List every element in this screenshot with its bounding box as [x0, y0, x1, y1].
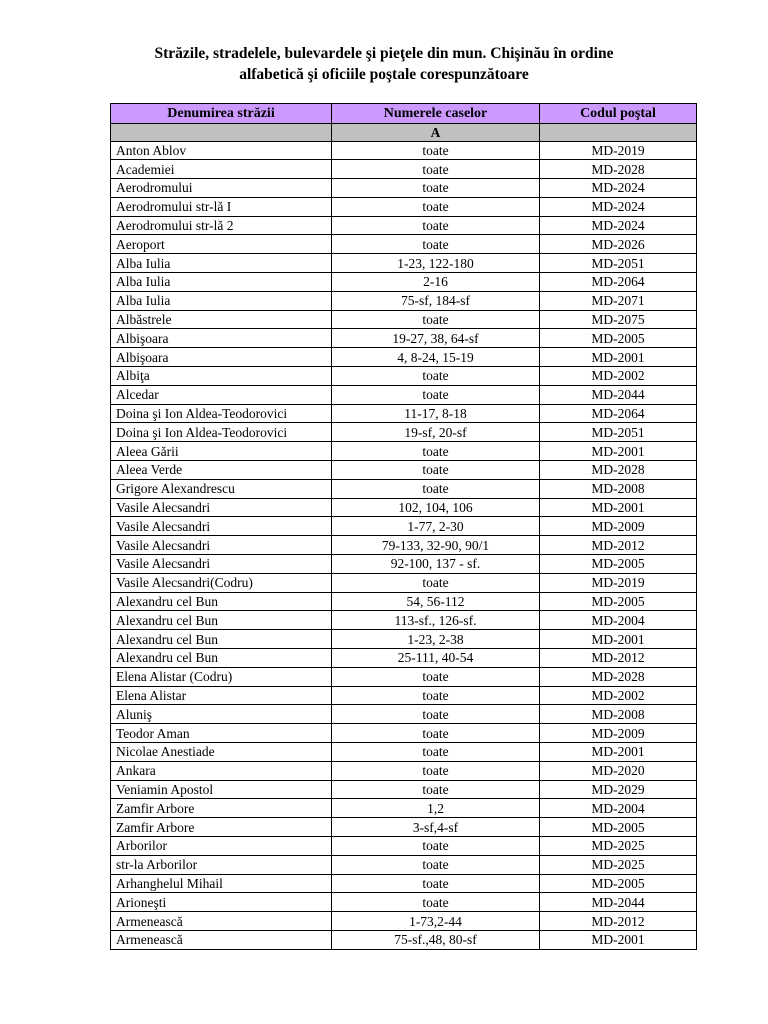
house-numbers-cell: toate — [332, 461, 540, 480]
street-name-cell: Aeroport — [111, 235, 332, 254]
house-numbers-cell: toate — [332, 385, 540, 404]
street-name-cell: Arioneşti — [111, 893, 332, 912]
postal-code-cell: MD-2004 — [540, 611, 697, 630]
street-name-cell: Aerodromului str-lă I — [111, 197, 332, 216]
house-numbers-cell: toate — [332, 874, 540, 893]
postal-code-cell: MD-2071 — [540, 291, 697, 310]
house-numbers-cell: toate — [332, 686, 540, 705]
table-row — [111, 385, 697, 404]
postal-code-cell: MD-2008 — [540, 479, 697, 498]
letter-heading: A — [332, 123, 540, 141]
table-row — [111, 479, 697, 498]
table-row — [111, 517, 697, 536]
title-line-1: Străzile, stradelele, bulevardele şi pieţele din mun. Chişinău în ordine — [154, 45, 614, 62]
table-row — [111, 291, 697, 310]
house-numbers-cell: toate — [332, 179, 540, 198]
street-name-cell: Alexandru cel Bun — [111, 611, 332, 630]
street-name-cell: Aleea Gării — [111, 442, 332, 461]
table-row — [111, 667, 697, 686]
street-name-cell: Elena Alistar (Codru) — [111, 667, 332, 686]
street-name-cell: Doina şi Ion Aldea-Teodorovici — [111, 423, 332, 442]
table-row — [111, 235, 697, 254]
street-name-cell: Elena Alistar — [111, 686, 332, 705]
header-street-name: Denumirea străzii — [111, 104, 332, 124]
house-numbers-cell: 75-sf, 184-sf — [332, 291, 540, 310]
postal-code-cell: MD-2075 — [540, 310, 697, 329]
street-name-cell: Nicolae Anestiade — [111, 743, 332, 762]
postal-code-cell: MD-2002 — [540, 686, 697, 705]
house-numbers-cell: 54, 56-112 — [332, 592, 540, 611]
house-numbers-cell: toate — [332, 141, 540, 160]
postal-code-cell: MD-2024 — [540, 179, 697, 198]
table-row — [111, 254, 697, 273]
table-row — [111, 310, 697, 329]
street-name-cell: Arhanghelul Mihail — [111, 874, 332, 893]
postal-code-cell: MD-2001 — [540, 498, 697, 517]
postal-code-cell: MD-2029 — [540, 780, 697, 799]
street-name-cell: Aerodromului — [111, 179, 332, 198]
table-row — [111, 461, 697, 480]
street-name-cell: Alba Iulia — [111, 273, 332, 292]
postal-code-cell: MD-2004 — [540, 799, 697, 818]
street-name-cell: Ankara — [111, 761, 332, 780]
table-row — [111, 592, 697, 611]
postal-code-cell: MD-2009 — [540, 517, 697, 536]
street-name-cell: Vasile Alecsandri(Codru) — [111, 573, 332, 592]
street-name-cell: Veniamin Apostol — [111, 780, 332, 799]
postal-code-cell: MD-2019 — [540, 573, 697, 592]
postal-code-cell: MD-2009 — [540, 724, 697, 743]
postal-code-cell: MD-2001 — [540, 743, 697, 762]
street-name-cell: Grigore Alexandrescu — [111, 479, 332, 498]
table-row — [111, 348, 697, 367]
street-name-cell: Aluniş — [111, 705, 332, 724]
table-row — [111, 404, 697, 423]
table-row — [111, 536, 697, 555]
street-name-cell: Albiţa — [111, 367, 332, 386]
postal-code-cell: MD-2002 — [540, 367, 697, 386]
house-numbers-cell: toate — [332, 442, 540, 461]
table-row — [111, 649, 697, 668]
table-row — [111, 761, 697, 780]
house-numbers-cell: 1-23, 2-38 — [332, 630, 540, 649]
house-numbers-cell: toate — [332, 761, 540, 780]
street-name-cell: Doina şi Ion Aldea-Teodorovici — [111, 404, 332, 423]
house-numbers-cell: 102, 104, 106 — [332, 498, 540, 517]
table-header-row — [111, 104, 697, 124]
table-row — [111, 780, 697, 799]
postal-code-cell: MD-2001 — [540, 348, 697, 367]
postal-code-cell: MD-2005 — [540, 329, 697, 348]
street-name-cell: Vasile Alecsandri — [111, 555, 332, 574]
house-numbers-cell: 75-sf.,48, 80-sf — [332, 930, 540, 949]
table-row — [111, 573, 697, 592]
street-name-cell: Aerodromului str-lă 2 — [111, 216, 332, 235]
house-numbers-cell: 92-100, 137 - sf. — [332, 555, 540, 574]
postal-code-cell: MD-2024 — [540, 197, 697, 216]
table-row — [111, 216, 697, 235]
house-numbers-cell: toate — [332, 573, 540, 592]
house-numbers-cell: 2-16 — [332, 273, 540, 292]
table-row — [111, 874, 697, 893]
table-row — [111, 160, 697, 179]
street-name-cell: str-la Arborilor — [111, 855, 332, 874]
street-name-cell: Arborilor — [111, 836, 332, 855]
street-name-cell: Anton Ablov — [111, 141, 332, 160]
house-numbers-cell: 25-111, 40-54 — [332, 649, 540, 668]
street-name-cell: Alba Iulia — [111, 254, 332, 273]
table-row — [111, 893, 697, 912]
streets-table — [110, 103, 697, 950]
title-line-2: alfabetică şi oficiile poştale corespunzătoare — [239, 66, 529, 83]
postal-code-cell: MD-2001 — [540, 442, 697, 461]
house-numbers-cell: toate — [332, 724, 540, 743]
table-row — [111, 329, 697, 348]
letter-row-empty-cell — [540, 123, 697, 141]
postal-code-cell: MD-2028 — [540, 160, 697, 179]
house-numbers-cell: 1-23, 122-180 — [332, 254, 540, 273]
house-numbers-cell: 3-sf,4-sf — [332, 818, 540, 837]
house-numbers-cell: toate — [332, 780, 540, 799]
house-numbers-cell: 79-133, 32-90, 90/1 — [332, 536, 540, 555]
postal-code-cell: MD-2051 — [540, 423, 697, 442]
postal-code-cell: MD-2026 — [540, 235, 697, 254]
table-row — [111, 930, 697, 949]
house-numbers-cell: toate — [332, 743, 540, 762]
table-row — [111, 724, 697, 743]
table-row — [111, 197, 697, 216]
table-row — [111, 423, 697, 442]
header-house-numbers: Numerele caselor — [332, 104, 540, 124]
table-row — [111, 179, 697, 198]
street-name-cell: Albăstrele — [111, 310, 332, 329]
street-name-cell: Zamfir Arbore — [111, 799, 332, 818]
house-numbers-cell: toate — [332, 235, 540, 254]
street-name-cell: Vasile Alecsandri — [111, 498, 332, 517]
header-postal-code: Codul poştal — [540, 104, 697, 124]
street-name-cell: Vasile Alecsandri — [111, 517, 332, 536]
house-numbers-cell: toate — [332, 893, 540, 912]
house-numbers-cell: toate — [332, 479, 540, 498]
house-numbers-cell: 1-73,2-44 — [332, 912, 540, 931]
street-name-cell: Alexandru cel Bun — [111, 649, 332, 668]
postal-code-cell: MD-2028 — [540, 461, 697, 480]
house-numbers-cell: toate — [332, 855, 540, 874]
table-row — [111, 743, 697, 762]
house-numbers-cell: 11-17, 8-18 — [332, 404, 540, 423]
postal-code-cell: MD-2051 — [540, 254, 697, 273]
postal-code-cell: MD-2005 — [540, 818, 697, 837]
house-numbers-cell: toate — [332, 367, 540, 386]
street-name-cell: Armenească — [111, 912, 332, 931]
postal-code-cell: MD-2012 — [540, 536, 697, 555]
table-row — [111, 367, 697, 386]
document-title — [0, 43, 768, 85]
house-numbers-cell: 19-27, 38, 64-sf — [332, 329, 540, 348]
postal-code-cell: MD-2005 — [540, 555, 697, 574]
street-name-cell: Aleea Verde — [111, 461, 332, 480]
house-numbers-cell: toate — [332, 197, 540, 216]
letter-row-empty-cell — [111, 123, 332, 141]
street-name-cell: Academiei — [111, 160, 332, 179]
postal-code-cell: MD-2064 — [540, 273, 697, 292]
postal-code-cell: MD-2005 — [540, 592, 697, 611]
street-name-cell: Albişoara — [111, 329, 332, 348]
street-name-cell: Alcedar — [111, 385, 332, 404]
table-row — [111, 273, 697, 292]
letter-section-row — [111, 123, 697, 141]
postal-code-cell: MD-2044 — [540, 385, 697, 404]
table-row — [111, 705, 697, 724]
street-name-cell: Alexandru cel Bun — [111, 592, 332, 611]
street-name-cell: Alexandru cel Bun — [111, 630, 332, 649]
postal-code-cell: MD-2024 — [540, 216, 697, 235]
table-row — [111, 855, 697, 874]
house-numbers-cell: 113-sf., 126-sf. — [332, 611, 540, 630]
table-row — [111, 818, 697, 837]
table-row — [111, 141, 697, 160]
postal-code-cell: MD-2008 — [540, 705, 697, 724]
house-numbers-cell: 19-sf, 20-sf — [332, 423, 540, 442]
postal-code-cell: MD-2005 — [540, 874, 697, 893]
table-row — [111, 442, 697, 461]
postal-code-cell: MD-2001 — [540, 930, 697, 949]
postal-code-cell: MD-2028 — [540, 667, 697, 686]
street-name-cell: Albişoara — [111, 348, 332, 367]
street-name-cell: Teodor Aman — [111, 724, 332, 743]
house-numbers-cell: toate — [332, 705, 540, 724]
postal-code-cell: MD-2012 — [540, 649, 697, 668]
table-row — [111, 555, 697, 574]
street-name-cell: Vasile Alecsandri — [111, 536, 332, 555]
house-numbers-cell: 1,2 — [332, 799, 540, 818]
table-row — [111, 686, 697, 705]
house-numbers-cell: toate — [332, 160, 540, 179]
table-row — [111, 611, 697, 630]
house-numbers-cell: toate — [332, 310, 540, 329]
postal-code-cell: MD-2012 — [540, 912, 697, 931]
table-row — [111, 498, 697, 517]
table-row — [111, 630, 697, 649]
postal-code-cell: MD-2025 — [540, 855, 697, 874]
postal-code-cell: MD-2064 — [540, 404, 697, 423]
table-row — [111, 912, 697, 931]
postal-code-cell: MD-2025 — [540, 836, 697, 855]
postal-code-cell: MD-2019 — [540, 141, 697, 160]
street-name-cell: Alba Iulia — [111, 291, 332, 310]
postal-code-cell: MD-2001 — [540, 630, 697, 649]
house-numbers-cell: 4, 8-24, 15-19 — [332, 348, 540, 367]
house-numbers-cell: 1-77, 2-30 — [332, 517, 540, 536]
house-numbers-cell: toate — [332, 216, 540, 235]
table-row — [111, 799, 697, 818]
street-name-cell: Armenească — [111, 930, 332, 949]
table-row — [111, 836, 697, 855]
house-numbers-cell: toate — [332, 667, 540, 686]
postal-code-cell: MD-2020 — [540, 761, 697, 780]
postal-code-cell: MD-2044 — [540, 893, 697, 912]
house-numbers-cell: toate — [332, 836, 540, 855]
street-name-cell: Zamfir Arbore — [111, 818, 332, 837]
